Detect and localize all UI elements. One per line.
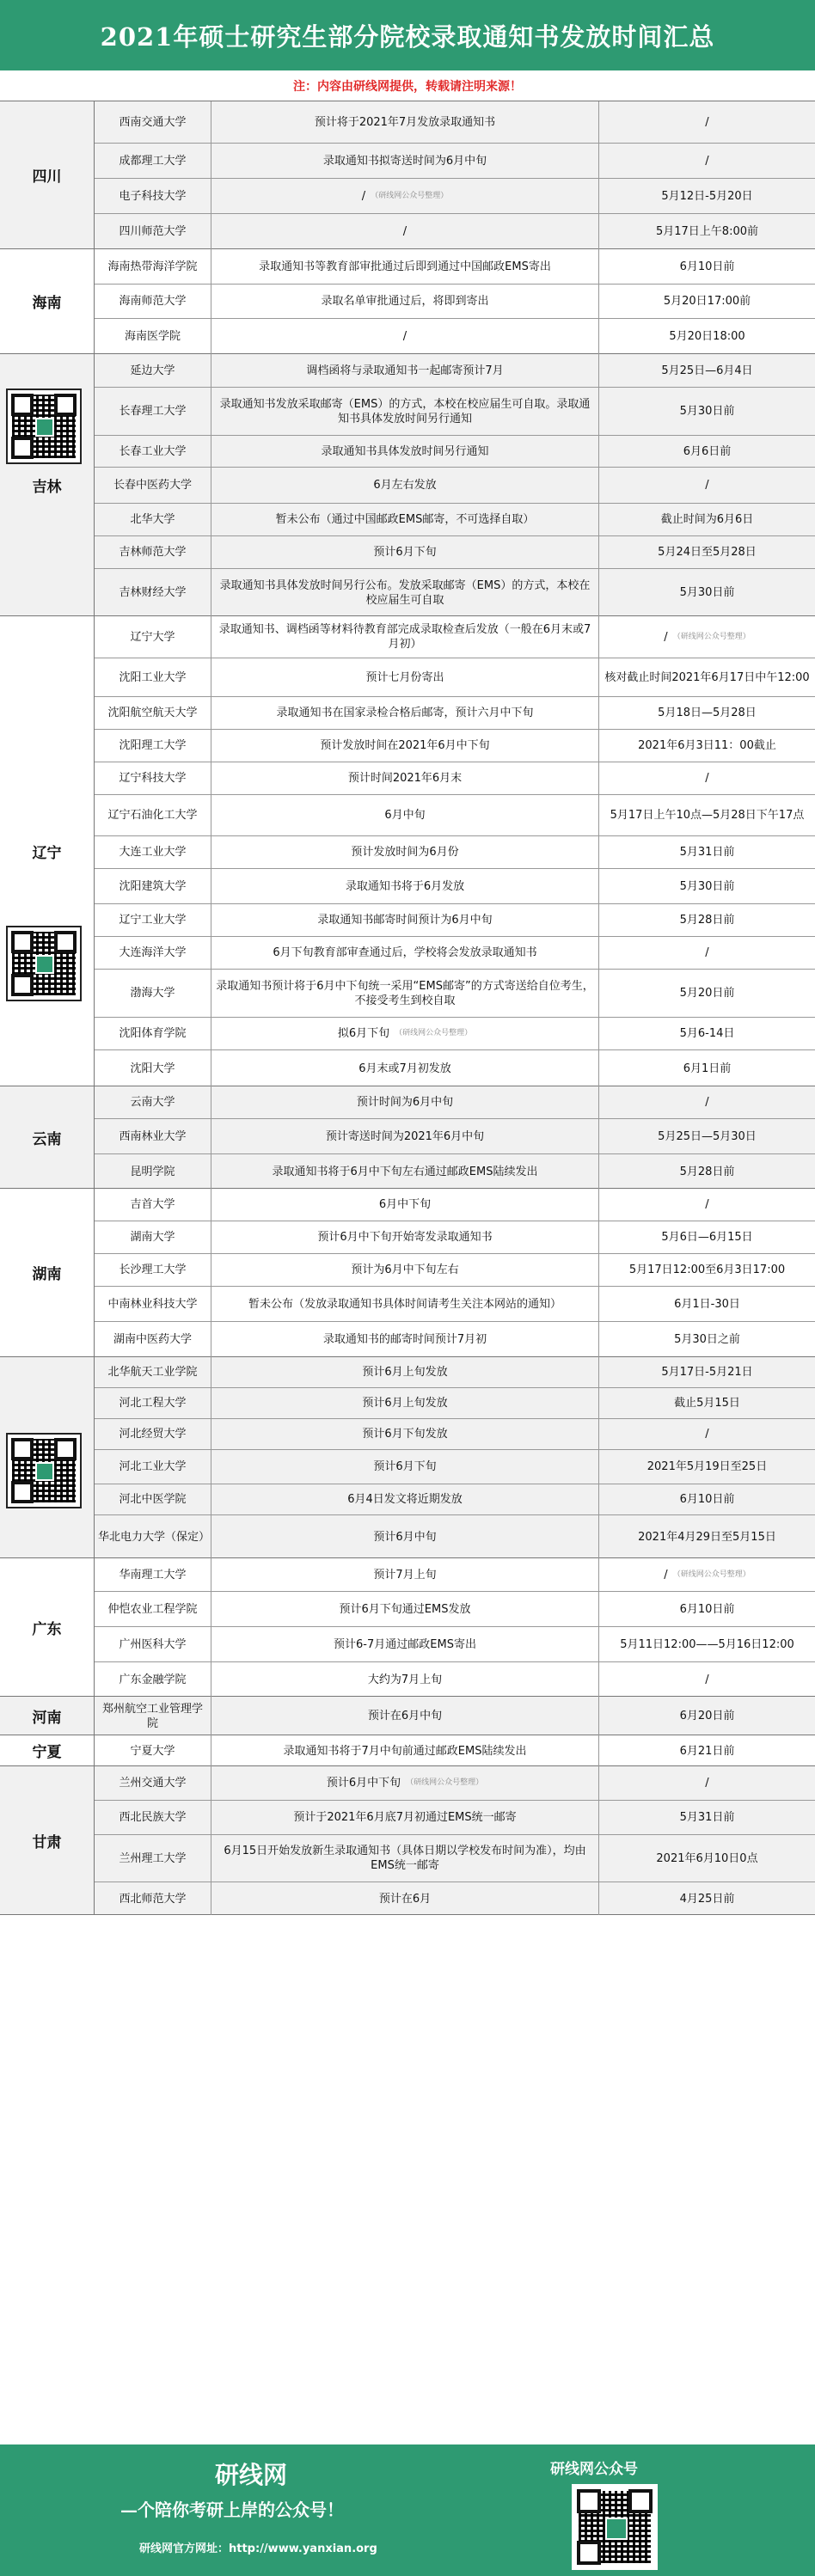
school-name: 成都理工大学 <box>95 144 211 178</box>
table-row <box>95 795 815 836</box>
table-row <box>95 1662 815 1697</box>
table-row <box>95 1388 815 1419</box>
region-group <box>0 1189 815 1357</box>
school-name: 吉林师范大学 <box>95 536 211 568</box>
confirm-date: 5月17日上午10点—5月28日下午17点 <box>610 809 805 822</box>
confirm-date: 5月17日上午8:00前 <box>655 225 758 238</box>
table-row <box>95 1592 815 1627</box>
school-name: 海南医学院 <box>95 319 211 354</box>
confirm-date: 6月1日-30日 <box>674 1297 740 1311</box>
notice-info: 预计发放时间为6月份 <box>211 836 599 868</box>
confirm-date: 4月25日前 <box>679 1892 735 1906</box>
notice-info: / <box>211 319 599 354</box>
confirm-date: 5月20日前 <box>679 987 735 1000</box>
school-name: 长春中医药大学 <box>95 468 211 503</box>
table-row <box>95 388 815 436</box>
confirm-date: 5月11日12:00——5月16日12:00 <box>620 1637 794 1651</box>
notice-info: 录取通知书、调档函等材料待教育部完成录取检查后发放（一般在6月末或7月初） <box>211 616 599 658</box>
notice-info: / <box>211 214 599 249</box>
region-name: 四川 <box>0 101 95 248</box>
table-row <box>95 697 815 730</box>
table-row <box>95 1086 815 1119</box>
confirm-date: / <box>705 1198 709 1211</box>
table-row <box>95 904 815 937</box>
confirm-date: 5月12日-5月20日 <box>661 189 753 203</box>
table-row <box>95 1450 815 1484</box>
table-row <box>95 1697 815 1735</box>
table-row <box>95 179 815 214</box>
confirm-date: / <box>705 1096 709 1109</box>
notice-info: 预计6月上旬发放 <box>211 1357 599 1387</box>
table-row <box>95 1735 815 1766</box>
region-group <box>0 1735 815 1766</box>
confirm-date: 截止时间为6月6日 <box>660 513 754 526</box>
table-row <box>95 1801 815 1835</box>
footer-logo: 研线网 <box>215 2461 288 2489</box>
table-row <box>95 1419 815 1450</box>
table-row <box>95 1322 815 1357</box>
school-name: 兰州理工大学 <box>95 1835 211 1882</box>
table-row <box>95 1254 815 1287</box>
school-name: 西南林业大学 <box>95 1119 211 1153</box>
confirm-date: / <box>705 1673 709 1686</box>
school-name: 沈阳建筑大学 <box>95 869 211 903</box>
region-group <box>0 354 815 616</box>
notice-info: 录取通知书拟寄送时间为6月中旬 <box>211 144 599 178</box>
confirm-date: 5月30日前 <box>679 586 735 599</box>
school-name: 沈阳工业大学 <box>95 658 211 696</box>
confirm-date: 5月30日前 <box>679 879 735 893</box>
table-row <box>95 836 815 869</box>
confirm-date: 6月20日前 <box>679 1710 735 1722</box>
table-row <box>95 1287 815 1322</box>
school-name: 沈阳理工大学 <box>95 730 211 762</box>
notice-info: 预计时间2021年6月末 <box>211 762 599 794</box>
notice-info: 6月左右发放 <box>211 468 599 503</box>
notice-info: 预计6月中旬 <box>211 1515 599 1558</box>
confirm-date: 5月24日至5月28日 <box>658 546 757 559</box>
school-name: 河北经贸大学 <box>95 1419 211 1449</box>
table-row <box>95 1221 815 1254</box>
notice-info: 预计时间为6月中旬 <box>211 1086 599 1118</box>
admission-table <box>0 101 815 1915</box>
region-name: 吉林 <box>0 354 95 615</box>
confirm-date: 2021年6月10日0点 <box>656 1851 758 1865</box>
watermark-note: （研线网公众号整理） <box>371 191 449 200</box>
qr-code-icon <box>6 926 82 1001</box>
table-row <box>95 658 815 697</box>
school-name: 四川师范大学 <box>95 214 211 249</box>
school-name: 河北中医学院 <box>95 1484 211 1514</box>
table-row <box>95 730 815 762</box>
confirm-date: 5月30日之前 <box>674 1333 740 1346</box>
school-name: 郑州航空工业管理学院 <box>95 1697 211 1735</box>
table-row <box>95 869 815 904</box>
confirm-date: / （研线网公众号整理） <box>664 1568 751 1582</box>
confirm-date: 2021年6月3日11：00截止 <box>638 739 776 752</box>
school-name: 长春理工大学 <box>95 388 211 435</box>
confirm-date: 5月17日-5月21日 <box>661 1366 753 1379</box>
notice-info: 6月下旬教育部审查通过后，学校将会发放录取通知书 <box>211 937 599 969</box>
school-name: 延边大学 <box>95 354 211 387</box>
school-name: 华北电力大学（保定） <box>95 1515 211 1558</box>
confirm-date: 5月6日—6月15日 <box>661 1231 753 1244</box>
table-row <box>95 249 815 285</box>
notice-info: 预计在6月中旬 <box>211 1697 599 1735</box>
table-row <box>95 1119 815 1154</box>
school-name: 渤海大学 <box>95 970 211 1017</box>
footer <box>0 2444 815 2576</box>
confirm-date: 5月18日—5月28日 <box>658 707 757 719</box>
notice-info: 预计6月上旬发放 <box>211 1388 599 1418</box>
school-name: 西南交通大学 <box>95 101 211 143</box>
confirm-date: 5月20日17:00前 <box>663 295 751 308</box>
qr-code-icon <box>6 1433 82 1508</box>
table-row <box>95 319 815 354</box>
region-name: 广东 <box>0 1558 95 1696</box>
school-name: 吉林财经大学 <box>95 569 211 616</box>
notice-info: 预计6月中下旬开始寄发录取通知书 <box>211 1221 599 1253</box>
notice-info: 录取通知书将于6月发放 <box>211 869 599 903</box>
table-row <box>95 1484 815 1515</box>
notice-info: 预计七月份寄出 <box>211 658 599 696</box>
notice-info: 录取通知书预计将于6月中下旬统一采用“EMS邮寄”的方式寄送给自位考生，不接受考生到校自取 <box>211 970 599 1017</box>
footer-slogan: —个陪你考研上岸的公众号！ <box>120 2500 344 2520</box>
notice-info: 调档函将与录取通知书一起邮寄预计7月 <box>211 354 599 387</box>
confirm-date: 截止5月15日 <box>674 1397 740 1410</box>
table-row <box>95 1050 815 1086</box>
school-name: 兰州交通大学 <box>95 1766 211 1800</box>
table-row <box>95 1189 815 1221</box>
confirm-date: 5月30日前 <box>679 405 735 418</box>
school-name: 云南大学 <box>95 1086 211 1118</box>
table-row <box>95 937 815 970</box>
school-name: 广州医科大学 <box>95 1627 211 1661</box>
notice-info: 录取名单审批通过后，将即到寄出 <box>211 285 599 318</box>
school-name: 电子科技大学 <box>95 179 211 213</box>
region-group <box>0 1697 815 1735</box>
confirm-date: 6月21日前 <box>679 1744 735 1758</box>
confirm-date: / <box>705 772 709 785</box>
table-row <box>95 436 815 468</box>
school-name: 大连海洋大学 <box>95 937 211 969</box>
table-row <box>95 214 815 249</box>
confirm-date: 5月31日前 <box>679 846 735 859</box>
school-name: 西北师范大学 <box>95 1882 211 1915</box>
table-row <box>95 1558 815 1592</box>
confirm-date: / <box>705 1777 709 1790</box>
confirm-date: 5月17日12:00至6月3日17:00 <box>628 1264 786 1276</box>
table-row <box>95 1018 815 1050</box>
school-name: 西北民族大学 <box>95 1801 211 1834</box>
watermark-note: （研线网公众号整理） <box>672 1569 751 1579</box>
region-group <box>0 1086 815 1189</box>
notice: 注：内容由研线网提供，转载请注明来源！ <box>0 70 815 101</box>
notice-info: 预计6月中下旬 （研线网公众号整理） <box>211 1766 599 1800</box>
table-row <box>95 1766 815 1801</box>
notice-info: 预计7月上旬 <box>211 1558 599 1591</box>
notice-info: / （研线网公众号整理） <box>211 179 599 213</box>
notice-info: 预计发放时间在2021年6月中下旬 <box>211 730 599 762</box>
notice-info: 拟6月下旬 （研线网公众号整理） <box>211 1018 599 1049</box>
notice-info: 预计为6月中下旬左右 <box>211 1254 599 1286</box>
confirm-date: 6月6日前 <box>683 444 732 458</box>
table-row <box>95 468 815 504</box>
school-name: 沈阳航空航天大学 <box>95 697 211 729</box>
notice-info: 暂未公布（发放录取通知书具体时间请考生关注本网站的通知） <box>211 1287 599 1321</box>
notice-info: 预计6月下旬通过EMS发放 <box>211 1592 599 1626</box>
notice-info: 预计于2021年6月底7月初通过EMS统一邮寄 <box>211 1801 599 1834</box>
region-name: 海南 <box>0 249 95 353</box>
confirm-date: 核对截止时间2021年6月17日中午12:00 <box>604 670 810 684</box>
region-group <box>0 249 815 354</box>
school-name: 海南热带海洋学院 <box>95 249 211 284</box>
school-name: 长沙理工大学 <box>95 1254 211 1286</box>
table-row <box>95 354 815 388</box>
table-row <box>95 1357 815 1388</box>
confirm-date: 5月28日前 <box>679 1165 735 1178</box>
confirm-date: 5月6-14日 <box>679 1027 735 1040</box>
confirm-date: / <box>705 1428 709 1441</box>
table-row <box>95 1154 815 1189</box>
confirm-date: / <box>705 479 709 492</box>
table-row <box>95 616 815 658</box>
notice-info: 预计寄送时间为2021年6月中旬 <box>211 1119 599 1153</box>
confirm-date: 6月10日前 <box>679 1493 735 1506</box>
region-group <box>0 616 815 1086</box>
school-name: 华南理工大学 <box>95 1558 211 1591</box>
school-name: 大连工业大学 <box>95 836 211 868</box>
notice-info: 录取通知书具体发放时间另行通知 <box>211 436 599 467</box>
table-row <box>95 762 815 795</box>
footer-site-url[interactable]: 研线网官方网址：http://www.yanxian.org <box>139 2542 377 2555</box>
school-name: 辽宁石油化工大学 <box>95 795 211 835</box>
region-name: 湖南 <box>0 1189 95 1356</box>
school-name: 中南林业科技大学 <box>95 1287 211 1321</box>
notice-info: 6月15日开始发放新生录取通知书（具体日期以学校发布时间为准），均由EMS统一邮寄 <box>211 1835 599 1882</box>
school-name: 仲恺农业工程学院 <box>95 1592 211 1626</box>
table-row <box>95 1882 815 1915</box>
notice-info: 录取通知书的邮寄时间预计7月初 <box>211 1322 599 1357</box>
school-name: 长春工业大学 <box>95 436 211 467</box>
notice-info: 录取通知书在国家录检合格后邮寄，预计六月中下旬 <box>211 697 599 729</box>
notice-info: 录取通知书邮寄时间预计为6月中旬 <box>211 904 599 936</box>
confirm-date: / <box>705 154 709 168</box>
table-row <box>95 536 815 569</box>
table-row <box>95 285 815 319</box>
region-name: 甘肃 <box>0 1766 95 1914</box>
school-name: 沈阳大学 <box>95 1050 211 1086</box>
table-row <box>95 1627 815 1662</box>
notice-info: 预计6月下旬发放 <box>211 1419 599 1449</box>
confirm-date: 5月25日—6月4日 <box>661 364 753 377</box>
notice-info: 大约为7月上旬 <box>211 1662 599 1697</box>
confirm-date: 2021年4月29日至5月15日 <box>638 1530 776 1544</box>
notice-info: 录取通知书将于7月中旬前通过邮政EMS陆续发出 <box>211 1735 599 1766</box>
confirm-date: 5月25日—5月30日 <box>658 1129 757 1143</box>
watermark-note: （研线网公众号整理） <box>672 632 751 641</box>
school-name: 吉首大学 <box>95 1189 211 1221</box>
school-name: 宁夏大学 <box>95 1735 211 1766</box>
table-row <box>95 569 815 616</box>
notice-info: 暂未公布（通过中国邮政EMS邮寄，不可选择自取） <box>211 504 599 535</box>
confirm-date: 6月10日前 <box>679 260 735 273</box>
school-name: 湖南中医药大学 <box>95 1322 211 1357</box>
notice-info: 预计6月下旬 <box>211 536 599 568</box>
school-name: 河北工程大学 <box>95 1388 211 1418</box>
footer-qr-label: 研线网公众号 <box>550 2461 638 2478</box>
confirm-date: / <box>705 115 709 129</box>
notice-info: 录取通知书具体发放时间另行公布。发放采取邮寄（EMS）的方式，本校在校应届生可自取 <box>211 569 599 616</box>
region-name: 辽宁 <box>0 616 95 1086</box>
confirm-date: 5月28日前 <box>679 914 735 927</box>
confirm-date: 6月1日前 <box>683 1062 732 1075</box>
school-name: 河北工业大学 <box>95 1450 211 1484</box>
school-name: 湖南大学 <box>95 1221 211 1253</box>
table-row <box>95 504 815 536</box>
school-name: 辽宁科技大学 <box>95 762 211 794</box>
notice-info: 6月中下旬 <box>211 1189 599 1221</box>
school-name: 海南师范大学 <box>95 285 211 318</box>
confirm-date: 6月10日前 <box>679 1602 735 1616</box>
region-group <box>0 101 815 249</box>
school-name: 北华航天工业学院 <box>95 1357 211 1387</box>
notice-info: 预计6-7月通过邮政EMS寄出 <box>211 1627 599 1661</box>
notice-info: 录取通知书发放采取邮寄（EMS）的方式，本校在校应届生可自取。录取通知书具体发放时间另行通知 <box>211 388 599 435</box>
table-row <box>95 101 815 144</box>
watermark-note: （研线网公众号整理） <box>395 1029 473 1037</box>
school-name: 广东金融学院 <box>95 1662 211 1697</box>
footer-qr-code-icon <box>572 2484 658 2570</box>
school-name: 辽宁大学 <box>95 616 211 658</box>
confirm-date: 5月20日18:00 <box>669 330 745 343</box>
table-row <box>95 970 815 1018</box>
region-name: 河南 <box>0 1697 95 1735</box>
confirm-date: / （研线网公众号整理） <box>664 630 751 644</box>
region-name: 云南 <box>0 1086 95 1188</box>
qr-code-icon <box>6 389 82 464</box>
notice-info: 录取通知书将于6月中下旬左右通过邮政EMS陆续发出 <box>211 1154 599 1189</box>
table-row <box>95 1515 815 1558</box>
notice-info: 录取通知书等教育部审批通过后即到通过中国邮政EMS寄出 <box>211 249 599 284</box>
school-name: 沈阳体育学院 <box>95 1018 211 1049</box>
confirm-date: 2021年5月19日至25日 <box>646 1460 768 1473</box>
notice-info: 6月中旬 <box>211 795 599 835</box>
school-name: 辽宁工业大学 <box>95 904 211 936</box>
school-name: 昆明学院 <box>95 1154 211 1189</box>
confirm-date: 5月31日前 <box>679 1811 735 1824</box>
notice-info: 预计6月下旬 <box>211 1450 599 1484</box>
watermark-note: （研线网公众号整理） <box>406 1778 484 1787</box>
notice-info: 6月4日发文将近期发放 <box>211 1484 599 1514</box>
notice-info: 预计将于2021年7月发放录取通知书 <box>211 101 599 143</box>
notice-info: 6月末或7月初发放 <box>211 1050 599 1086</box>
confirm-date: / <box>705 946 709 959</box>
table-row <box>95 144 815 179</box>
page-title: 2021年硕士研究生部分院校录取通知书发放时间汇总 <box>0 0 815 70</box>
notice-info: 预计在6月 <box>211 1882 599 1915</box>
region-group <box>0 1357 815 1558</box>
school-name: 北华大学 <box>95 504 211 535</box>
region-name: 宁夏 <box>0 1735 95 1765</box>
region-group <box>0 1766 815 1915</box>
table-row <box>95 1835 815 1882</box>
region-group <box>0 1558 815 1697</box>
